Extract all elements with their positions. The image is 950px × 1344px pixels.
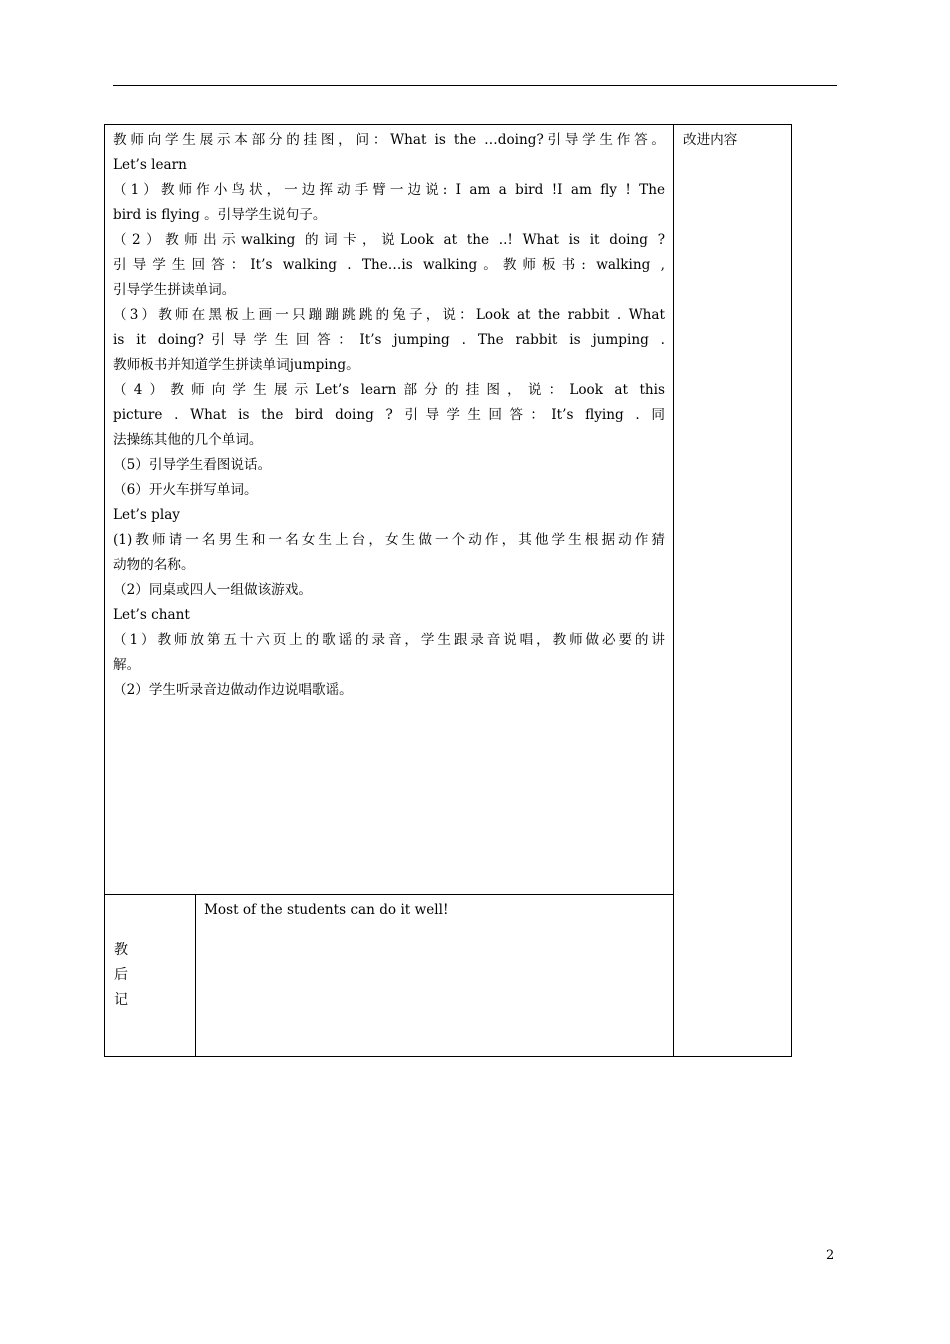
lesson-line: Let’s play: [113, 507, 180, 523]
lesson-line: 引导学生拼读单词。: [113, 282, 236, 298]
reflection-text: Most of the students can do it well!: [196, 895, 674, 1057]
page-number: 2: [826, 1248, 835, 1263]
lesson-line: is it doing?引导学生回答：It’s jumping . The rabbit is jumping .: [113, 332, 665, 348]
reflection-label-cell: [105, 895, 196, 1057]
lesson-line: （2）学生听录音边做动作边说唱歌谣。: [113, 682, 353, 698]
lesson-line: （1）教师放第五十六页上的歌谣的录音，学生跟录音说唱，教师做必要的讲: [113, 632, 665, 648]
lesson-line: （1）教师作小鸟状，一边挥动手臂一边说: I am a bird !I am fly ! The: [113, 182, 665, 198]
lesson-line: 动物的名称。: [113, 557, 195, 573]
lesson-line: （6）开火车拼写单词。: [113, 482, 258, 498]
lesson-line: bird is flying 。引导学生说句子。: [113, 207, 327, 223]
lesson-line: Let’s chant: [113, 607, 190, 623]
header-rule: [113, 85, 837, 86]
lesson-line: （2）同桌或四人一组做该游戏。: [113, 582, 312, 598]
reflection-label-char: 记: [114, 992, 128, 1008]
improvement-cell: [674, 125, 792, 1057]
improvement-title: 改进内容: [683, 132, 738, 148]
lesson-line: (1)教师请一名男生和一名女生上台，女生做一个动作，其他学生根据动作猜: [113, 532, 665, 548]
reflection-label-char: 教: [114, 942, 128, 958]
lesson-line: 解。: [113, 657, 141, 673]
lesson-line: picture . What is the bird doing ? 引导学生回答：It’s flying . 同: [113, 407, 665, 423]
lesson-line: （3）教师在黑板上画一只蹦蹦跳跳的兔子，说：Look at the rabbit . What: [113, 307, 665, 323]
reflection-label-char: 后: [114, 967, 128, 983]
lesson-line: （4）教师向学生展示Let’s learn部分的挂图，说：Look at this: [113, 382, 665, 398]
lesson-content-cell: [105, 125, 674, 895]
lesson-plan-table: [104, 124, 792, 1057]
lesson-line: 法操练其他的几个单词。: [113, 432, 263, 448]
lesson-line: （5）引导学生看图说话。: [113, 457, 272, 473]
lesson-line: 教师向学生展示本部分的挂图，问：What is the …doing?引导学生作答。: [113, 132, 665, 148]
lesson-line: 引导学生回答：It’s walking . The…is walking。教师板书: walking ,: [113, 257, 665, 273]
lesson-line: Let’s learn: [113, 157, 187, 173]
lesson-line: （2）教师出示walking 的词卡，说Look at the ..! What is it doing ?: [113, 232, 665, 248]
lesson-line: 教师板书并知道学生拼读单词jumping。: [113, 357, 360, 373]
